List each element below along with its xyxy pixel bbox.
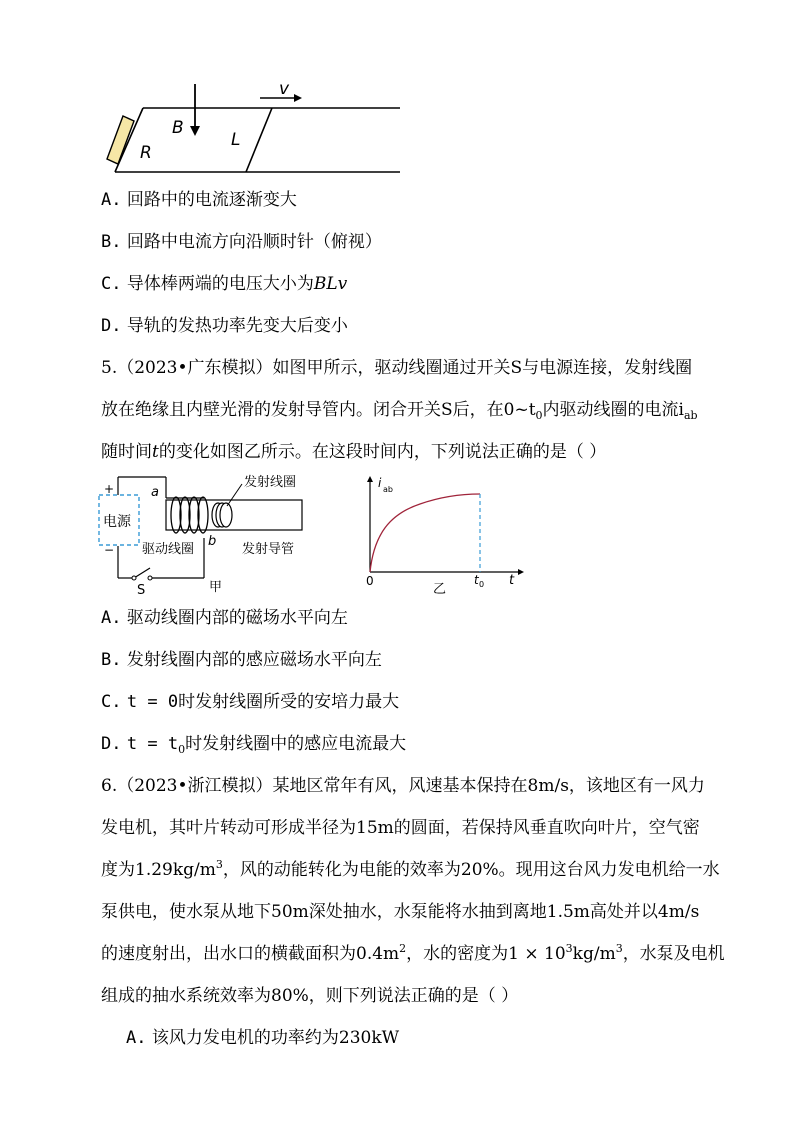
q4-option-d[interactable]: D. 导轨的发热功率先变大后变小 <box>101 316 348 336</box>
q4-option-b[interactable]: B. 回路中电流方向沿顺时针（俯视） <box>101 232 382 252</box>
terminal-a: a <box>151 485 159 500</box>
q6-stem-line-2: 发电机，其叶片转动可形成半径为15m的圆面，若保持风垂直吹向叶片，空气密 <box>101 818 700 838</box>
q5-option-a[interactable]: A. 驱动线圈内部的磁场水平向左 <box>101 608 348 628</box>
q5-option-d[interactable]: D. $t = t_0$时发射线圈中的感应电流最大 <box>101 734 407 756</box>
origin-label: 0 <box>366 574 374 588</box>
q6-stem-line-4: 泵供电，使水泵从地下50m深处抽水，水泵能将水抽到离地1.5m高处并以4m/s <box>101 902 700 922</box>
caption-jia: 甲 <box>209 580 223 595</box>
q6-stem-line-5: 的速度射出，出水口的横截面积为$0.4m^2$，水的密度为$1 \times 10^3kg/m^3$，水泵及电机 <box>101 942 725 964</box>
caption-yi: 乙 <box>433 582 447 596</box>
y-axis-label: i <box>378 476 382 490</box>
y-axis-sub: ab <box>383 485 393 494</box>
t0-label: t <box>474 573 479 587</box>
label-L: L <box>231 130 241 150</box>
field-arrow-B <box>190 84 200 136</box>
launch-coil-shape <box>212 503 232 527</box>
label-B: B <box>172 118 184 138</box>
rails-figure <box>100 78 420 178</box>
q5-option-c[interactable]: C. t = 0时发射线圈所受的安培力最大 <box>101 692 400 712</box>
q5-stem-line-1: 5.（2023•广东模拟）如图甲所示，驱动线圈通过开关S与电源连接，发射线圈 <box>101 358 693 378</box>
q4-option-c[interactable]: C. 导体棒两端的电压大小为BLv <box>101 274 348 294</box>
plus-sign: + <box>104 482 115 496</box>
drive-coil-turns <box>171 497 208 533</box>
q6-stem-line-6: 组成的抽水系统效率为80%，则下列说法正确的是（ ） <box>101 986 519 1006</box>
x-axis-label: t <box>509 573 515 588</box>
q6-option-a[interactable]: A. 该风力发电机的功率约为230kW <box>126 1028 400 1048</box>
terminal-b: b <box>208 534 217 549</box>
q5-stem-line-3: 随时间t的变化如图乙所示。在这段时间内，下列说法正确的是（ ） <box>101 442 607 462</box>
figure-jia-circuit <box>96 470 316 595</box>
q4-option-a[interactable]: A. 回路中的电流逐渐变大 <box>101 190 297 210</box>
q5-stem-line-2: 放在绝缘且内壁光滑的发射导管内。闭合开关S后，在$0\sim t_0$内驱动线圈的电流$i_{ab}$ <box>101 400 698 422</box>
q5-option-b[interactable]: B. 发射线圈内部的感应磁场水平向左 <box>101 650 382 670</box>
minus-sign: − <box>104 543 115 557</box>
label-v: v <box>279 79 290 99</box>
drive-coil-label: 驱动线圈 <box>142 542 195 557</box>
current-curve <box>370 494 480 572</box>
t0-sub: 0 <box>479 580 485 589</box>
launch-coil-label: 发射线圈 <box>244 475 297 490</box>
launch-tube-label: 发射导管 <box>242 542 295 557</box>
q6-stem-line-1: 6.（2023•浙江模拟）某地区常年有风，风速基本保持在8m/s，该地区有一风力 <box>101 776 705 796</box>
resistor-R <box>107 116 134 164</box>
figure-yi-graph <box>360 474 530 596</box>
label-R: R <box>140 143 152 163</box>
q6-stem-line-3: 度为$1.29kg/m^3$，风的动能转化为电能的效率为20%。现用这台风力发电机给一水 <box>101 858 720 880</box>
switch-label: S <box>137 583 146 595</box>
power-label: 电源 <box>103 514 131 530</box>
